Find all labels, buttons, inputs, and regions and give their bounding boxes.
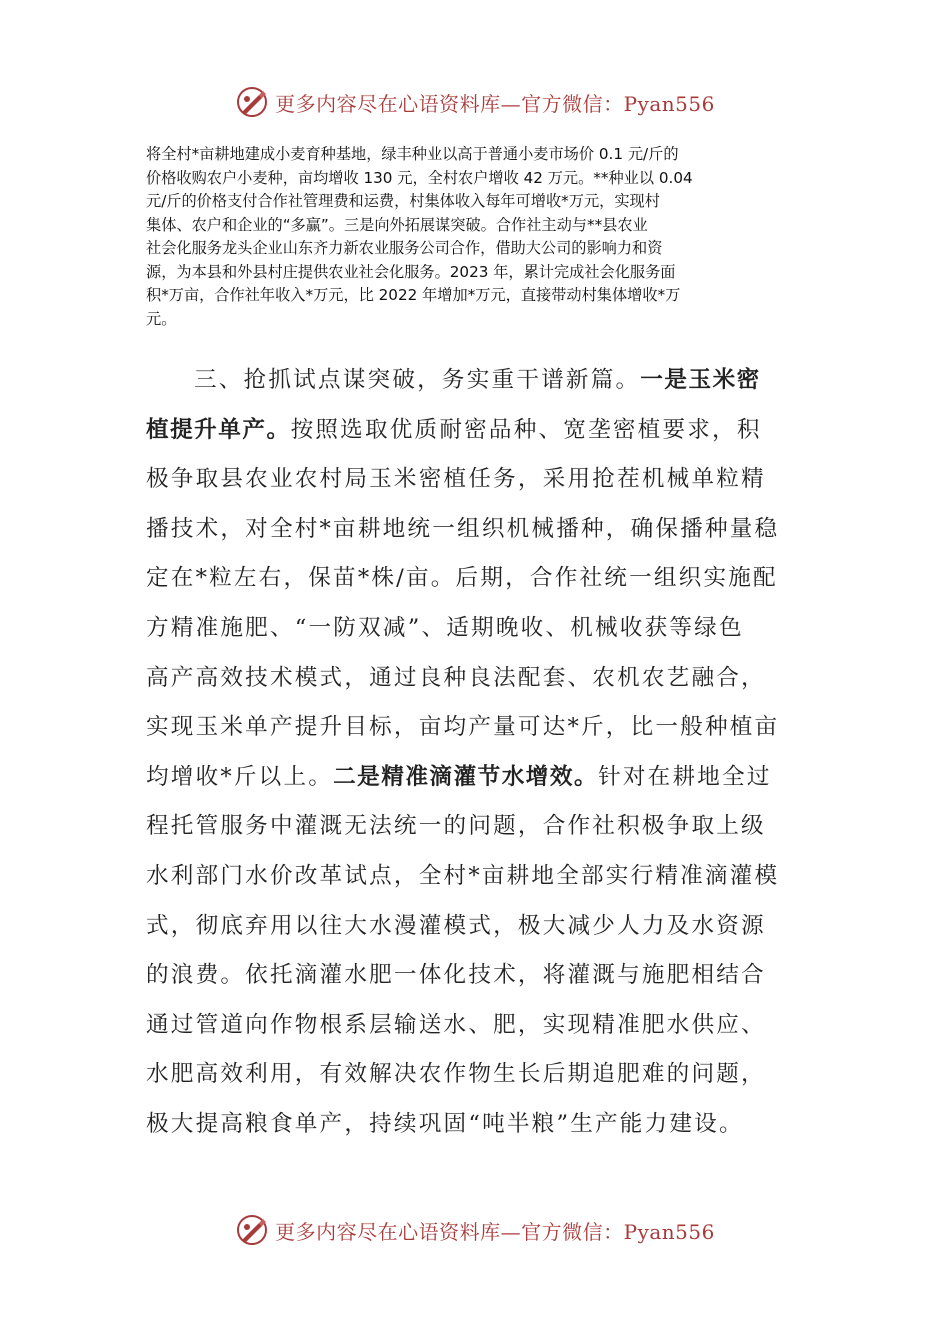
bold-subheading: 二是精准滴灌节水增效。	[333, 763, 599, 790]
intro-line: 集体、农户和企业的“多赢”。三是向外拓展谋突破。合作社主动与**县农业	[146, 215, 648, 234]
body-line: 定在*粒左右，保苗*株/亩。后期，合作社统一组织实施配	[146, 565, 778, 592]
body-text: 针对在耕地全过	[598, 763, 772, 790]
intro-line: 元。	[146, 309, 177, 328]
intro-paragraph	[146, 143, 808, 331]
watermark-text: 更多内容尽在心语资料库—官方微信：Pyan556	[275, 1219, 715, 1244]
body-line: 实现玉米单产提升目标，亩均产量可达*斤，比一般种植亩	[146, 714, 780, 741]
intro-line: 积*万亩，合作社年收入*万元，比 2022 年增加*万元，直接带动村集体增收*万	[146, 286, 681, 304]
body-line: 极大提高粮食单产，持续巩固“吨半粮”生产能力建设。	[146, 1110, 744, 1137]
body-line	[146, 406, 808, 456]
body-line: 极争取县农业农村局玉米密植任务，采用抢茬机械单粒精	[146, 466, 766, 493]
bold-subheading: 一是玉米密	[640, 367, 761, 393]
pen-logo-icon	[235, 1213, 269, 1247]
intro-line: 价格收购农户小麦种，亩均增收 130 元，全村农户增收 42 万元。**种业以 0.04	[146, 168, 693, 187]
body-line: 方精准施肥、“一防双减”、适期晚收、机械收获等绿色	[146, 614, 744, 641]
body-line	[146, 356, 808, 406]
body-line	[146, 753, 808, 803]
body-line: 水肥高效利用，有效解决农作物生长后期追肥难的问题，	[146, 1061, 766, 1088]
pen-logo-icon	[235, 85, 269, 119]
body-text: 按照选取优质耐密品种、宽垄密植要求，积	[290, 416, 762, 443]
body-line: 水利部门水价改革试点，全村*亩耕地全部实行精准滴灌模	[146, 862, 780, 889]
intro-line: 社会化服务龙头企业山东齐力新农业服务公司合作，借助大公司的影响力和资	[146, 239, 663, 257]
footer-watermark	[0, 1210, 950, 1250]
body-line: 播技术，对全村*亩耕地统一组织机械播种，确保播种量稳	[146, 515, 780, 542]
intro-line: 元/斤的价格支付合作社管理费和运费，村集体收入每年可增收*万元，实现村	[146, 192, 660, 210]
bold-subheading: 植提升单产。	[146, 416, 291, 443]
section-heading: 三、抢抓试点谋突破，务实重干谱新篇。	[194, 367, 641, 393]
intro-line: 源，为本县和外县村庄提供农业社会化服务。2023 年，累计完成社会化服务面	[146, 262, 676, 281]
body-text: 均增收*斤以上。	[146, 763, 334, 790]
body-line: 的浪费。依托滴灌水肥一体化技术，将灌溉与施肥相结合	[146, 962, 766, 989]
watermark-text: 更多内容尽在心语资料库—官方微信：Pyan556	[275, 91, 715, 116]
body-line: 高产高效技术模式，通过良种良法配套、农机农艺融合，	[146, 664, 766, 691]
body-line: 通过管道向作物根系层输送水、肥，实现精准肥水供应、	[146, 1011, 766, 1038]
body-line: 式，彻底弃用以往大水漫灌模式，极大减少人力及水资源	[146, 912, 766, 939]
header-watermark	[0, 82, 950, 122]
body-line: 程托管服务中灌溉无法统一的问题，合作社积极争取上级	[146, 813, 766, 840]
intro-line: 将全村*亩耕地建成小麦育种基地，绿丰种业以高于普通小麦市场价 0.1 元/斤的	[146, 145, 679, 163]
section-three	[146, 356, 808, 1150]
